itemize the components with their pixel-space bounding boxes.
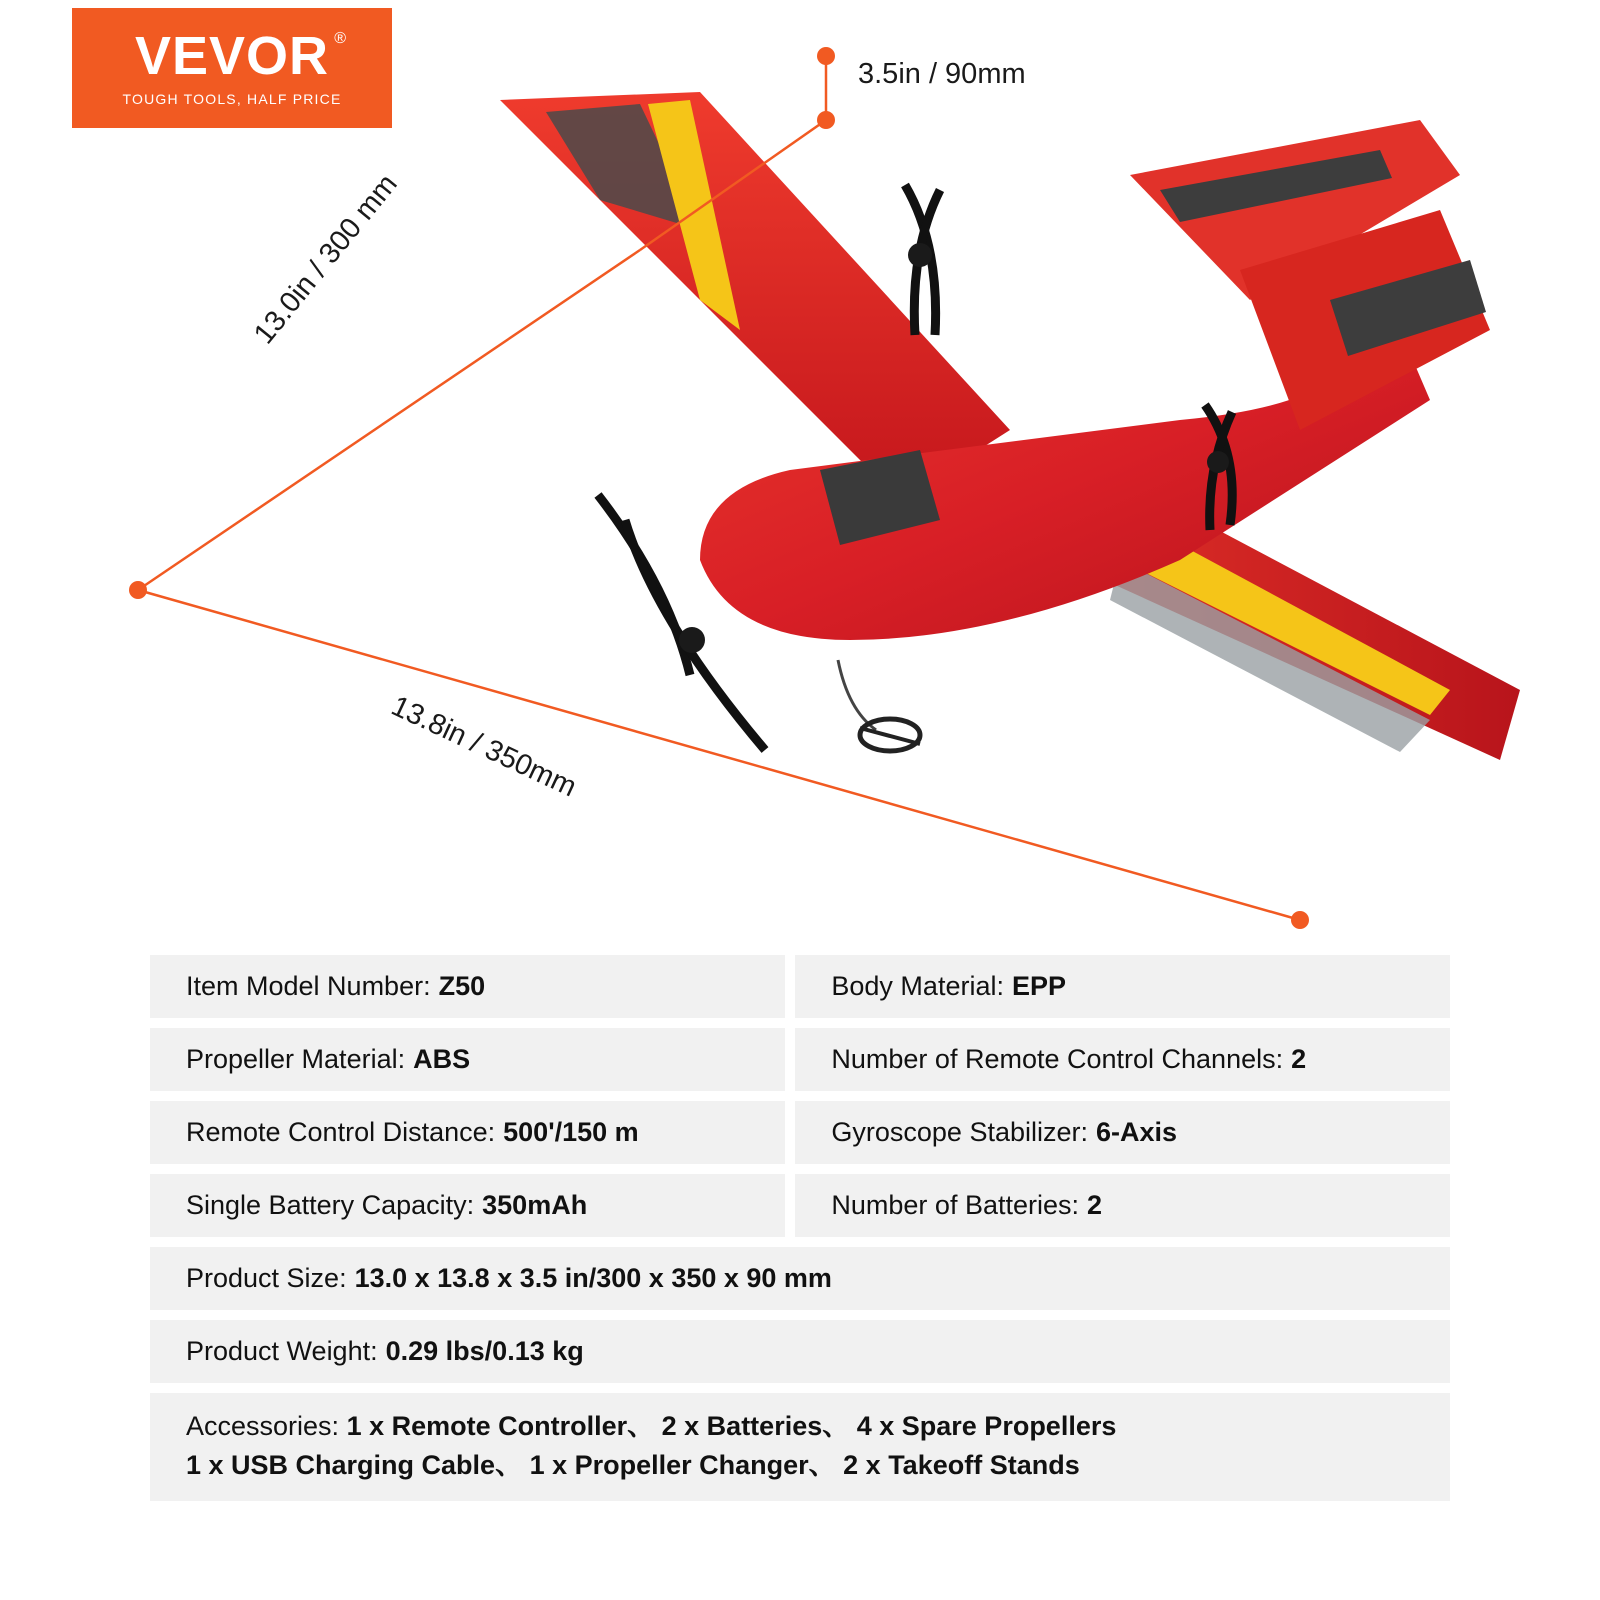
spec-body-material [795, 955, 1450, 1018]
spec-label: Remote Control Distance: [186, 1117, 496, 1147]
spec-label: Gyroscope Stabilizer: [831, 1117, 1088, 1147]
spec-single-battery-capacity [150, 1174, 785, 1237]
spec-value: EPP [1011, 971, 1066, 1001]
accessories-value-2: 1 x USB Charging Cable、 1 x Propeller Changer、 2 x Takeoff Stands [186, 1450, 1080, 1481]
spec-label: Product Size: [186, 1263, 347, 1293]
spec-remote-control-channels [795, 1028, 1450, 1091]
dimension-length-label: 13.8in / 350mm [386, 690, 582, 804]
spec-value: ABS [413, 1044, 471, 1074]
spec-label: Item Model Number: [186, 971, 431, 1001]
spec-label: Propeller Material: [186, 1044, 406, 1074]
spec-row [150, 955, 1450, 1018]
spec-label: Body Material: [831, 971, 1004, 1001]
dimension-height-label: 3.5in / 90mm [858, 58, 1026, 90]
spec-item-model-number [150, 955, 785, 1018]
accessories-line-2 [186, 1446, 1450, 1485]
spec-gyroscope-stabilizer [795, 1101, 1450, 1164]
spec-row [150, 1320, 1450, 1383]
spec-value: 13.0 x 13.8 x 3.5 in/300 x 350 x 90 mm [354, 1263, 832, 1293]
brand-name-text: VEVOR [134, 26, 330, 86]
spec-label: Single Battery Capacity: [186, 1190, 475, 1220]
spec-value: 500'/150 m [503, 1117, 639, 1147]
spec-value: 350mAh [482, 1190, 588, 1220]
spec-label: Number of Remote Control Channels: [831, 1044, 1284, 1074]
airplane-illustration [500, 92, 1520, 760]
spec-propeller-material [150, 1028, 785, 1091]
spec-row [150, 1393, 1450, 1501]
dimension-width-label: 13.0in / 300 mm [248, 168, 404, 351]
spec-row [150, 1028, 1450, 1091]
spec-accessories [150, 1393, 1450, 1501]
spec-value: 2 [1087, 1190, 1103, 1220]
spec-value: 0.29 lbs/0.13 kg [385, 1336, 584, 1366]
spec-number-of-batteries [795, 1174, 1450, 1237]
spec-row [150, 1101, 1450, 1164]
accessories-line-1 [186, 1407, 1450, 1446]
spec-value: 6-Axis [1096, 1117, 1178, 1147]
accessories-value-1: 1 x Remote Controller、 2 x Batteries、 4 x Spare Propellers [346, 1411, 1117, 1441]
specification-table [150, 955, 1450, 1501]
registered-mark: ® [334, 30, 348, 47]
spec-row [150, 1174, 1450, 1237]
spec-value: Z50 [438, 971, 486, 1001]
spec-label: Product Weight: [186, 1336, 378, 1366]
spec-product-size [150, 1247, 1450, 1310]
spec-row [150, 1247, 1450, 1310]
spec-value: 2 [1291, 1044, 1307, 1074]
spec-remote-control-distance [150, 1101, 785, 1164]
spec-label: Accessories: [186, 1411, 340, 1441]
spec-product-weight [150, 1320, 1450, 1383]
brand-tagline: TOUGH TOOLS, HALF PRICE [122, 91, 342, 107]
spec-label: Number of Batteries: [831, 1190, 1079, 1220]
